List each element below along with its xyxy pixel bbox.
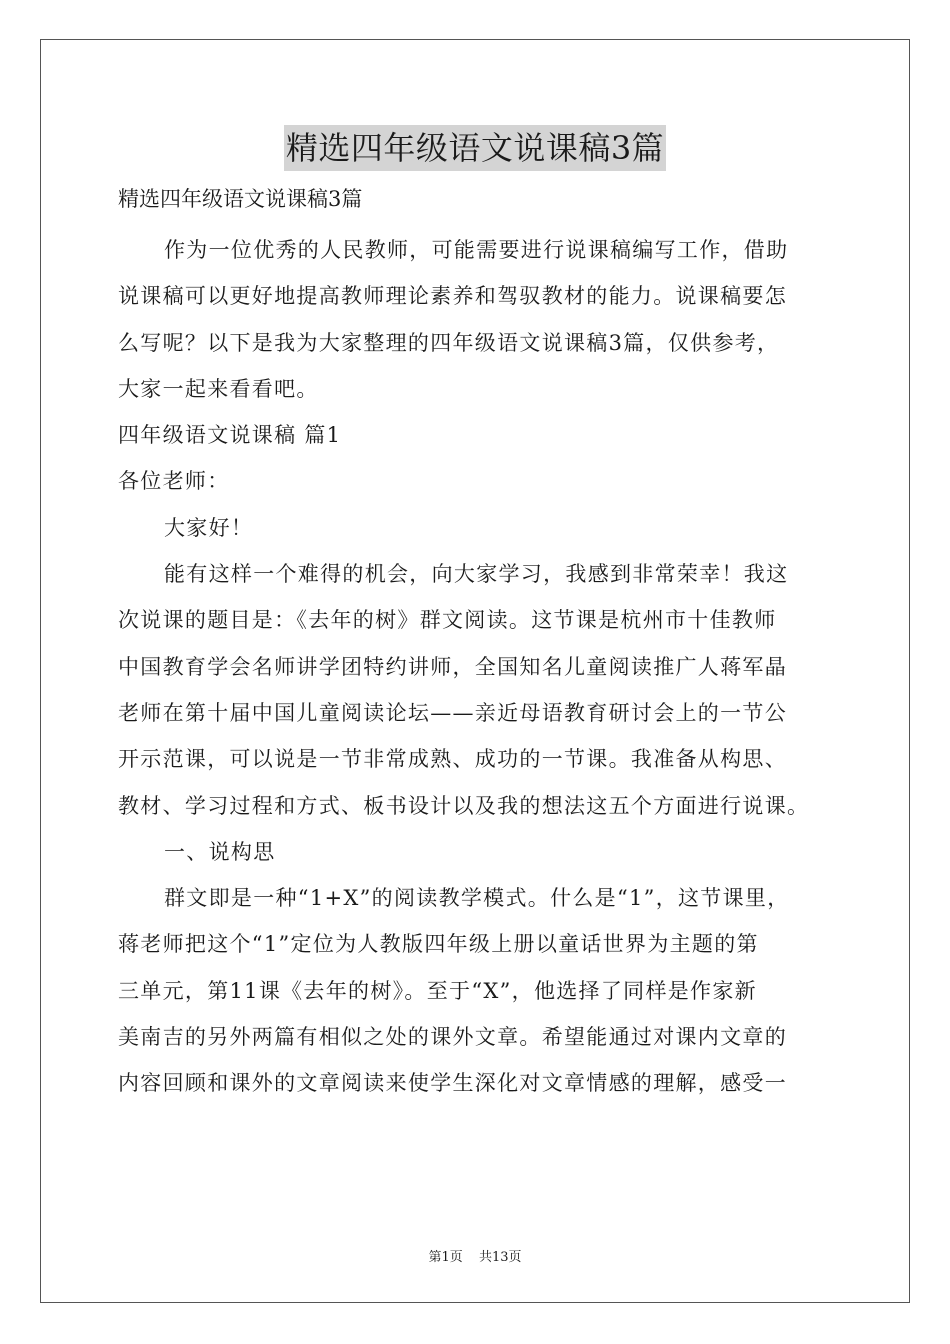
text-line: 中国教育学会名师讲学团特约讲师，全国知名儿童阅读推广人蒋军晶 <box>118 654 787 679</box>
text-line: 大家好！ <box>164 515 254 540</box>
page-number: 第1页 <box>428 1250 463 1265</box>
document-subtitle: 精选四年级语文说课稿3篇 <box>118 187 363 211</box>
text-line: 四年级语文说课稿 篇1 <box>118 423 342 448</box>
text-line: 作为一位优秀的人民教师，可能需要进行说课稿编写工作，借助 <box>164 238 789 262</box>
page-footer <box>0 1249 950 1267</box>
text-line: 么写呢？以下是我为大家整理的四年级语文说课稿3篇，仅供参考， <box>118 330 780 355</box>
text-line: 内容回顾和课外的文章阅读来使学生深化对文章情感的理解，感受一 <box>118 1071 787 1096</box>
text-line: 能有这样一个难得的机会，向大家学习，我感到非常荣幸！我这 <box>164 562 789 587</box>
text-line: 一、说构思 <box>164 839 276 864</box>
document-title: 精选四年级语文说课稿3篇 <box>284 125 666 171</box>
text-line: 各位老师： <box>118 469 230 494</box>
text-line: 老师在第十届中国儿童阅读论坛——亲近母语教育研讨会上的一节公 <box>118 700 787 725</box>
text-line: 美南吉的另外两篇有相似之处的课外文章。希望能通过对课内文章的 <box>118 1025 787 1050</box>
document-body <box>118 227 858 1107</box>
text-line: 群文即是一种“1+X”的阅读教学模式。什么是“1”，这节课里， <box>164 886 790 911</box>
text-line: 蒋老师把这个“1”定位为人教版四年级上册以童话世界为主题的第 <box>118 932 759 957</box>
page-total: 共13页 <box>478 1250 522 1265</box>
title-container <box>0 125 950 171</box>
text-line: 次说课的题目是：《去年的树》群文阅读。这节课是杭州市十佳教师 <box>118 608 777 633</box>
text-line: 开示范课，可以说是一节非常成熟、成功的一节课。我准备从构思、 <box>118 747 787 772</box>
text-line: 教材、学习过程和方式、板书设计以及我的想法这五个方面进行说课。 <box>118 793 810 818</box>
text-line: 大家一起来看看吧。 <box>118 376 319 401</box>
text-line: 三单元，第11课《去年的树》。至于“X”，他选择了同样是作家新 <box>118 978 757 1003</box>
text-line: 说课稿可以更好地提高教师理论素养和驾驭教材的能力。说课稿要怎 <box>118 284 787 309</box>
